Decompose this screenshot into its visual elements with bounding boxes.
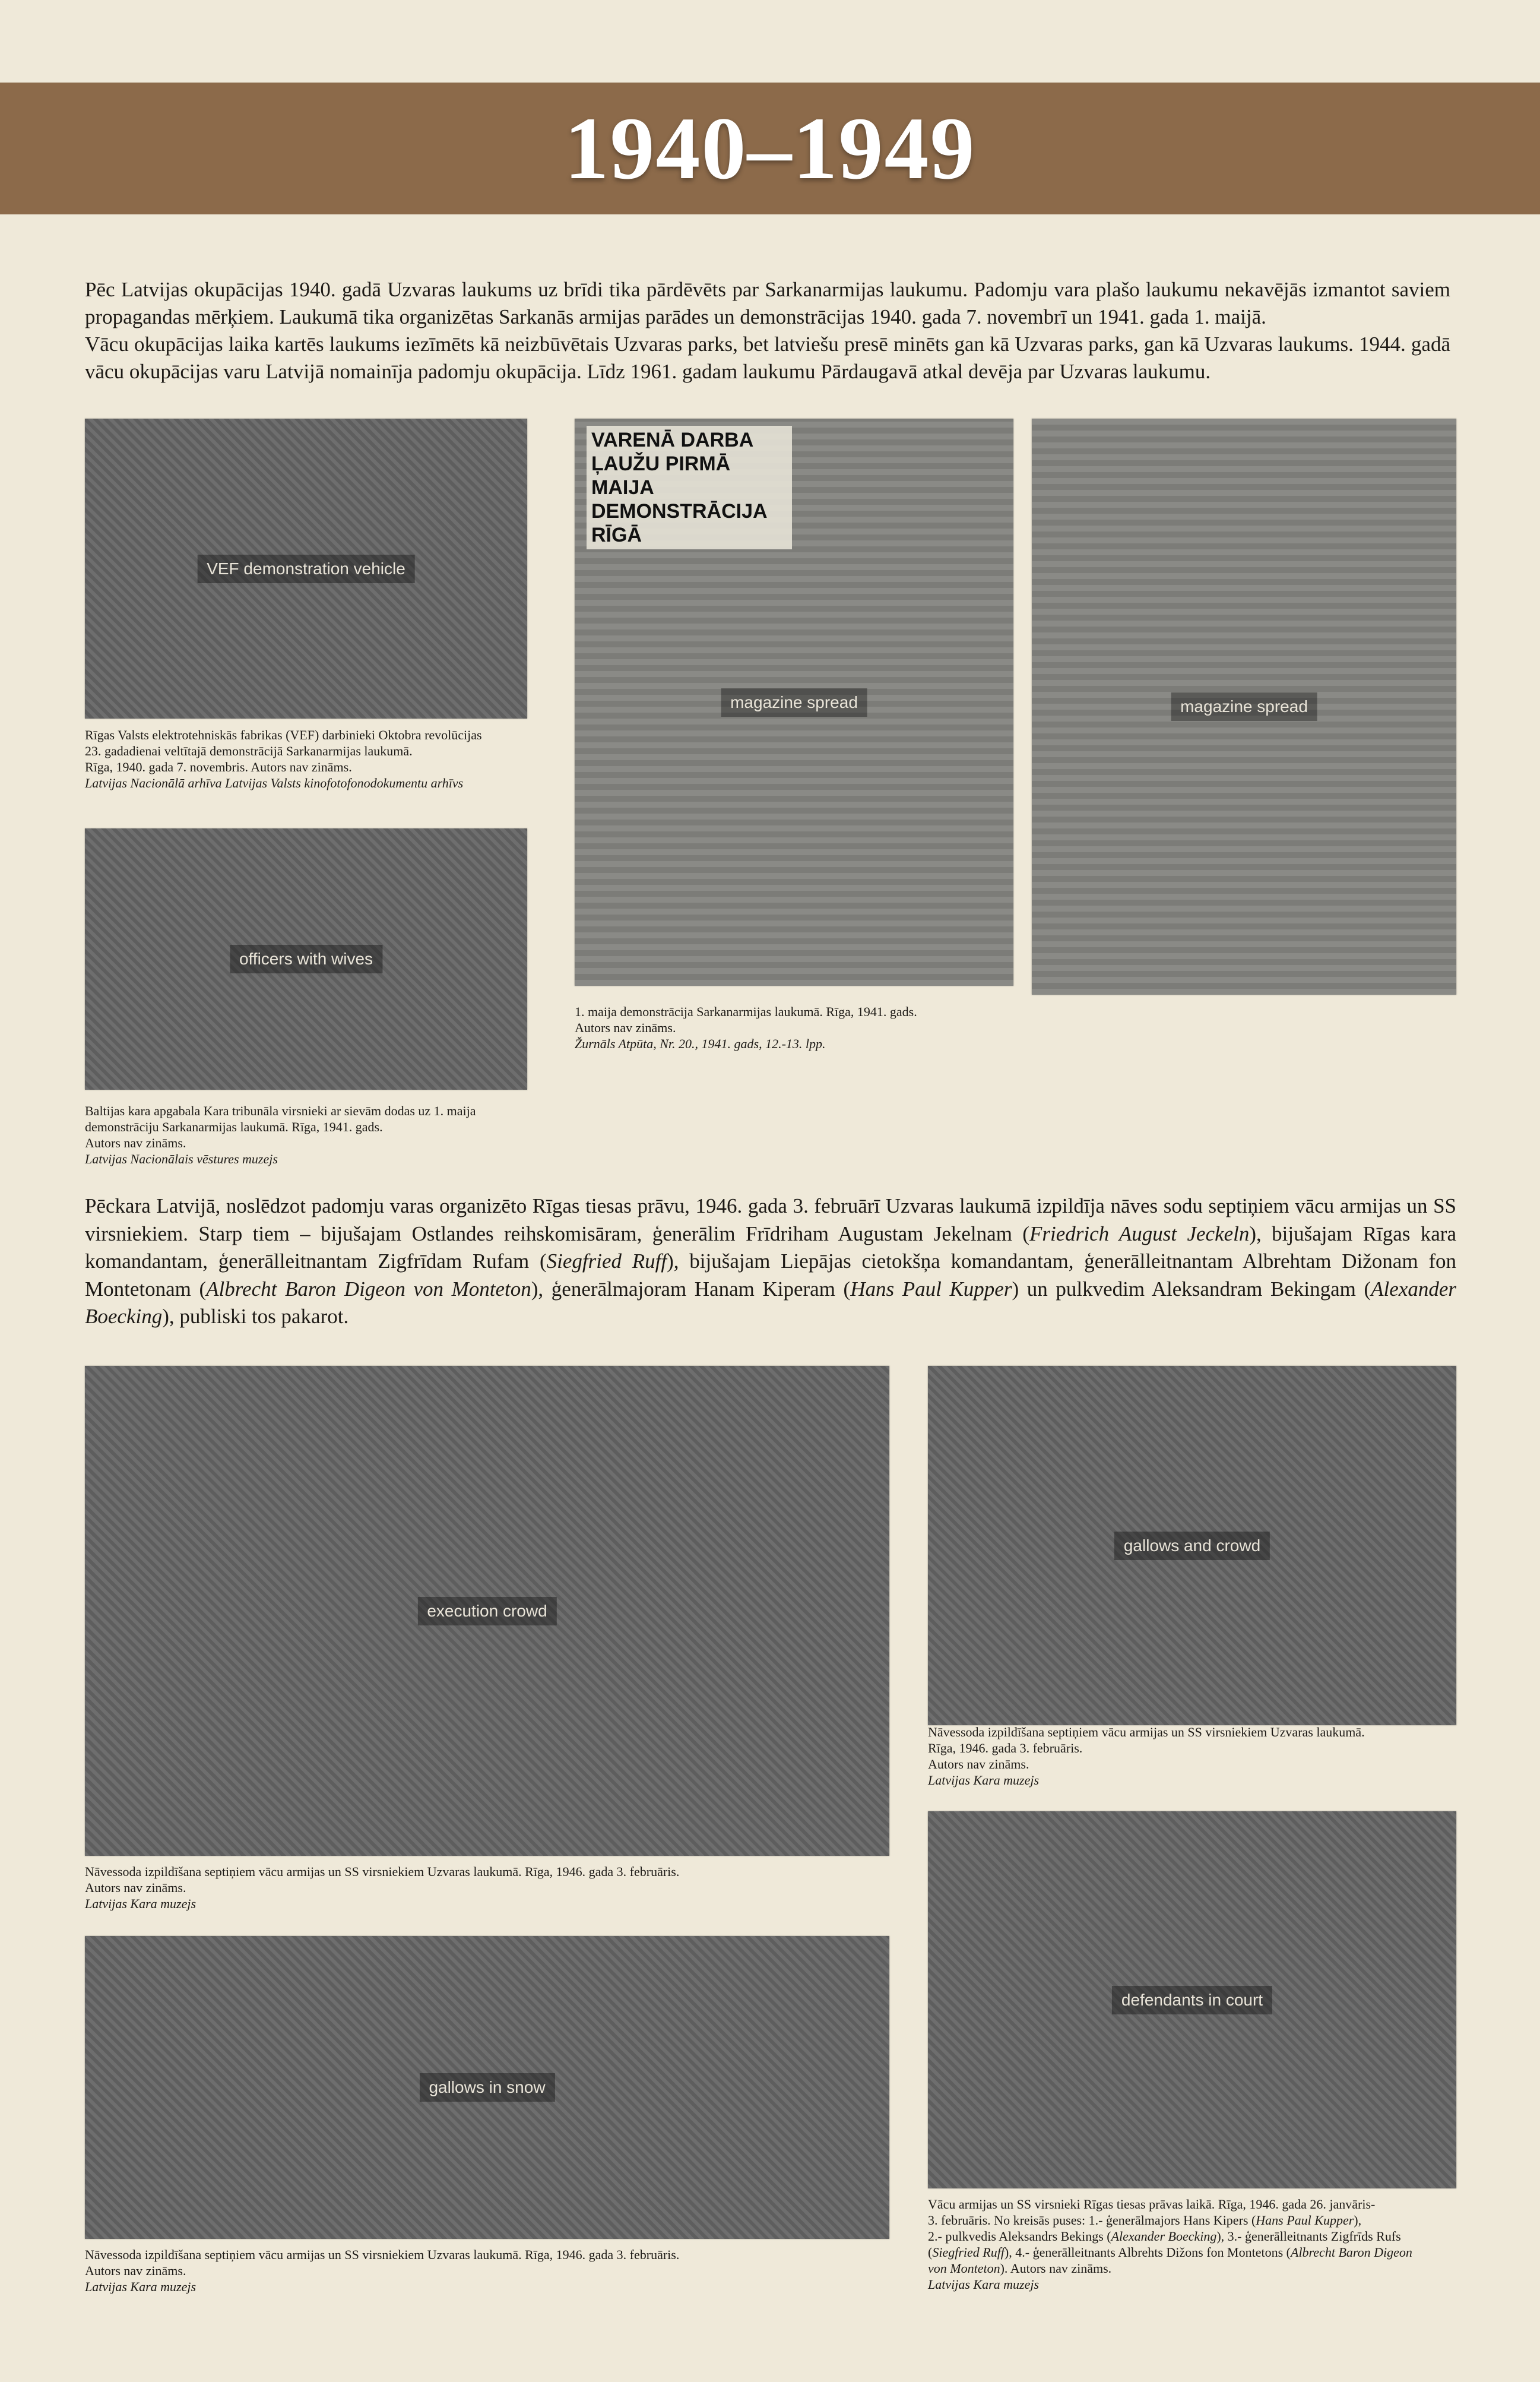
caption-court: [928, 2196, 1462, 2292]
caption-line: Autors nav zināms.: [85, 1880, 186, 1895]
caption-line: Rīga, 1940. gada 7. novembris. Autors nav zināms.: [85, 760, 352, 774]
caption-line: von Monteton). Autors nav zināms.: [928, 2261, 1112, 2276]
caption-execution-3: [85, 2247, 892, 2295]
photo-label: gallows and crowd: [1114, 1532, 1270, 1560]
caption-source: Latvijas Nacionālais vēstures muzejs: [85, 1152, 278, 1166]
caption-source: Latvijas Kara muzejs: [928, 2277, 1040, 2292]
caption-line: 1. maija demonstrācija Sarkanarmijas laukumā. Rīga, 1941. gads.: [575, 1004, 917, 1019]
caption-vef: [85, 727, 536, 791]
caption-line: 23. gadadienai veltītajā demonstrācijā Sarkanarmijas laukumā.: [85, 744, 413, 758]
photo-officers-wives: [85, 828, 527, 1090]
photo-execution-crowd: [85, 1366, 889, 1856]
caption-line: Autors nav zināms.: [85, 2263, 186, 2278]
photo-magazine-left: [575, 419, 1013, 986]
caption-source: Latvijas Kara muzejs: [85, 1896, 197, 1911]
caption-line: Nāvessoda izpildīšana septiņiem vācu armijas un SS virsniekiem Uzvaras laukumā. Rīga, 1946. gada 3. februāris.: [85, 1864, 680, 1879]
caption-line: Autors nav zināms.: [928, 1757, 1029, 1772]
execution-text: [85, 1192, 1456, 1331]
title-banner: [0, 83, 1540, 214]
photo-label: execution crowd: [417, 1597, 556, 1625]
photo-magazine-right: [1032, 419, 1456, 995]
caption-line: (Siegfried Ruff), 4.- ģenerālleitnants Albrehts Dižons fon Montetons (Albrecht Baron Digeon: [928, 2245, 1412, 2260]
execution-paragraph: Pēckara Latvijā, noslēdzot padomju varas organizēto Rīgas tiesas prāvu, 1946. gada 3. februārī Uzvaras laukumā izpildīja nāves sodu septiņiem vācu armijas un SS virsniekiem. Starp tiem – bijušajam Ostlandes reihskomisāram, ģenerālim Frīdriham Augustam Jekelnam (Friedrich August Jeckeln), bijušajam Rīgas kara komandantam, ģenerālleitnantam Zigfrīdam Rufam (Siegfried Ruff), bijušajam Liepājas cietokšņa komandantam, ģenerālleitnantam Albrehtam Dižonam fon Montetonam (Albrecht Baron Digeon von Monteton), ģenerālmajoram Hanam Kiperam (Hans Paul Kupper) un pulkvedim Aleksandram Bekingam (Alexander Boecking), publiski tos pakarot.: [85, 1194, 1456, 1328]
photo-label: magazine spread: [1171, 692, 1317, 721]
caption-line: Rīgas Valsts elektrotehniskās fabrikas (VEF) darbinieki Oktobra revolūcijas: [85, 727, 482, 742]
photo-label: defendants in court: [1112, 1986, 1272, 2014]
caption-execution-1: [85, 1864, 892, 1912]
page-title: 1940–1949: [564, 99, 976, 198]
caption-line: Nāvessoda izpildīšana septiņiem vācu armijas un SS virsniekiem Uzvaras laukumā.: [928, 1725, 1365, 1739]
photo-label: magazine spread: [721, 688, 867, 717]
caption-line: Vācu armijas un SS virsnieki Rīgas tiesas prāvas laikā. Rīga, 1946. gada 26. janvāris-: [928, 2197, 1376, 2212]
intro-paragraph-2: Vācu okupācijas laika kartēs laukums iezīmēts kā neizbūvētais Uzvaras parks, bet latviešu presē minēts gan kā Uzvaras parks, gan kā Uzvaras laukums. 1944. gadā vācu okupācijas varu Latvijā nomainīja padomju okupācija. Līdz 1961. gadam laukumu Pārdaugavā atkal devēja par Uzvaras laukumu.: [85, 333, 1450, 383]
caption-line: Autors nav zināms.: [85, 1135, 186, 1150]
photo-gallows-crowd: [928, 1366, 1456, 1725]
caption-source: Latvijas Nacionālā arhīva Latvijas Valsts kinofotofonodokumentu arhīvs: [85, 776, 464, 790]
photo-label: VEF demonstration vehicle: [197, 555, 415, 583]
intro-text: [85, 276, 1450, 385]
caption-line: Nāvessoda izpildīšana septiņiem vācu armijas un SS virsniekiem Uzvaras laukumā. Rīga, 1946. gada 3. februāris.: [85, 2247, 680, 2262]
intro-paragraph-1: Pēc Latvijas okupācijas 1940. gadā Uzvaras laukums uz brīdi tika pārdēvēts par Sarkanarmijas laukumu. Padomju vara plašo laukumu nekavējās izmantot saviem propagandas mērķiem. Laukumā tika organizētas Sarkanās armijas parādes un demonstrācijas 1940. gada 7. novembrī un 1941. gada 1. maijā.: [85, 278, 1450, 328]
caption-execution-2: [928, 1724, 1456, 1788]
photo-label: officers with wives: [230, 945, 382, 973]
caption-may-day: [575, 1004, 1026, 1052]
caption-source: Žurnāls Atpūta, Nr. 20., 1941. gads, 12.-13. lpp.: [575, 1036, 826, 1051]
caption-line: 3. februāris. No kreisās puses: 1.- ģenerālmajors Hans Kipers (Hans Paul Kupper),: [928, 2213, 1362, 2228]
magazine-headline: VARENĀ DARBA ĻAUŽU PIRMĀ MAIJA DEMONSTRĀCIJA RĪGĀ: [587, 426, 792, 549]
caption-line: Rīga, 1946. gada 3. februāris.: [928, 1741, 1083, 1755]
caption-officers: [85, 1103, 560, 1167]
photo-gallows-snow: [85, 1936, 889, 2239]
photo-court-defendants: [928, 1811, 1456, 2188]
photo-vef-demonstration: [85, 419, 527, 719]
caption-line: demonstrāciju Sarkanarmijas laukumā. Rīga, 1941. gads.: [85, 1119, 383, 1134]
caption-line: Autors nav zināms.: [575, 1020, 676, 1035]
caption-line: 2.- pulkvedis Aleksandrs Bekings (Alexander Boecking), 3.- ģenerālleitnants Zigfrīds Rufs: [928, 2229, 1401, 2244]
caption-source: Latvijas Kara muzejs: [85, 2279, 197, 2294]
caption-source: Latvijas Kara muzejs: [928, 1773, 1040, 1788]
caption-line: Baltijas kara apgabala Kara tribunāla virsnieki ar sievām dodas uz 1. maija: [85, 1103, 476, 1118]
photo-label: gallows in snow: [419, 2073, 554, 2102]
